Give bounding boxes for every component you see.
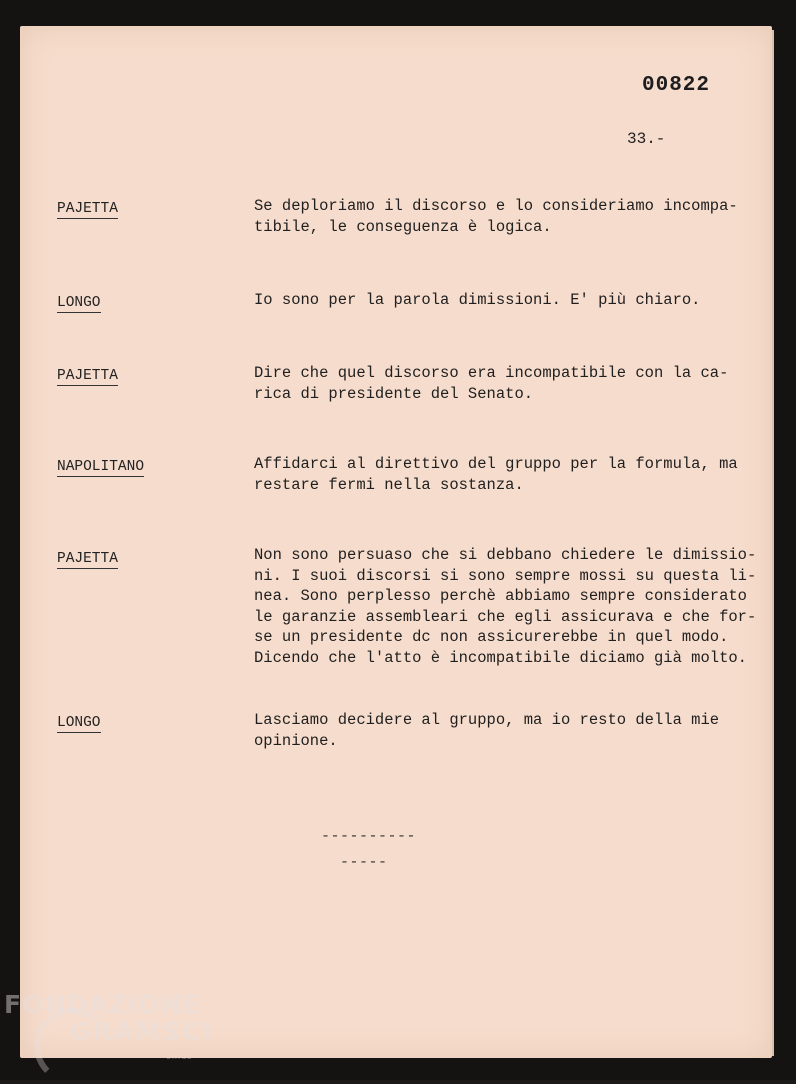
watermark-line1: FONDAZIONE [4, 990, 201, 1019]
speech-text: Non sono persuaso che si debbano chiedere le dimissio- ni. I suoi discorsi si sono sempre mossi su questa li- nea. Sono perplesso perchè abbiamo sempre considerato le garanzie assembleari che egli assicurava e che for- se un presidente dc non assicurerebbe in quel modo. Dicendo che l'atto è incompatibile diciamo già molto. [254, 546, 757, 667]
speaker-name: LONGO [57, 715, 101, 731]
speech-text: Affidarci al direttivo del gruppo per la formula, ma restare fermi nella sostanza. [254, 455, 738, 494]
page-number: 33.- [627, 130, 666, 148]
fondazione-gramsci-watermark [4, 990, 214, 1061]
separator-short: ----- [340, 854, 388, 871]
document-page [20, 26, 772, 1058]
watermark-line3: onlus [166, 1052, 193, 1061]
speaker-name: NAPOLITANO [57, 459, 145, 475]
speaker-name: PAJETTA [57, 368, 118, 384]
speech-text: Se deploriamo il discorso e lo consideriamo incompa- tibile, le conseguenza è logica. [254, 197, 738, 236]
watermark-line2: GRAMSCI [70, 1017, 214, 1046]
speaker-name: PAJETTA [57, 201, 118, 217]
speaker-name: LONGO [57, 295, 101, 311]
speech-text: Io sono per la parola dimissioni. E' più chiaro. [254, 291, 701, 309]
watermark-ring [34, 1008, 110, 1084]
speech-text: Dire che quel discorso era incompatibile con la ca- rica di presidente del Senato. [254, 364, 729, 403]
speech-text: Lasciamo decidere al gruppo, ma io resto della mie opinione. [254, 711, 720, 750]
separator-long: ---------- [321, 828, 417, 845]
speaker-name: PAJETTA [57, 551, 118, 567]
document-number: 00822 [642, 74, 711, 97]
